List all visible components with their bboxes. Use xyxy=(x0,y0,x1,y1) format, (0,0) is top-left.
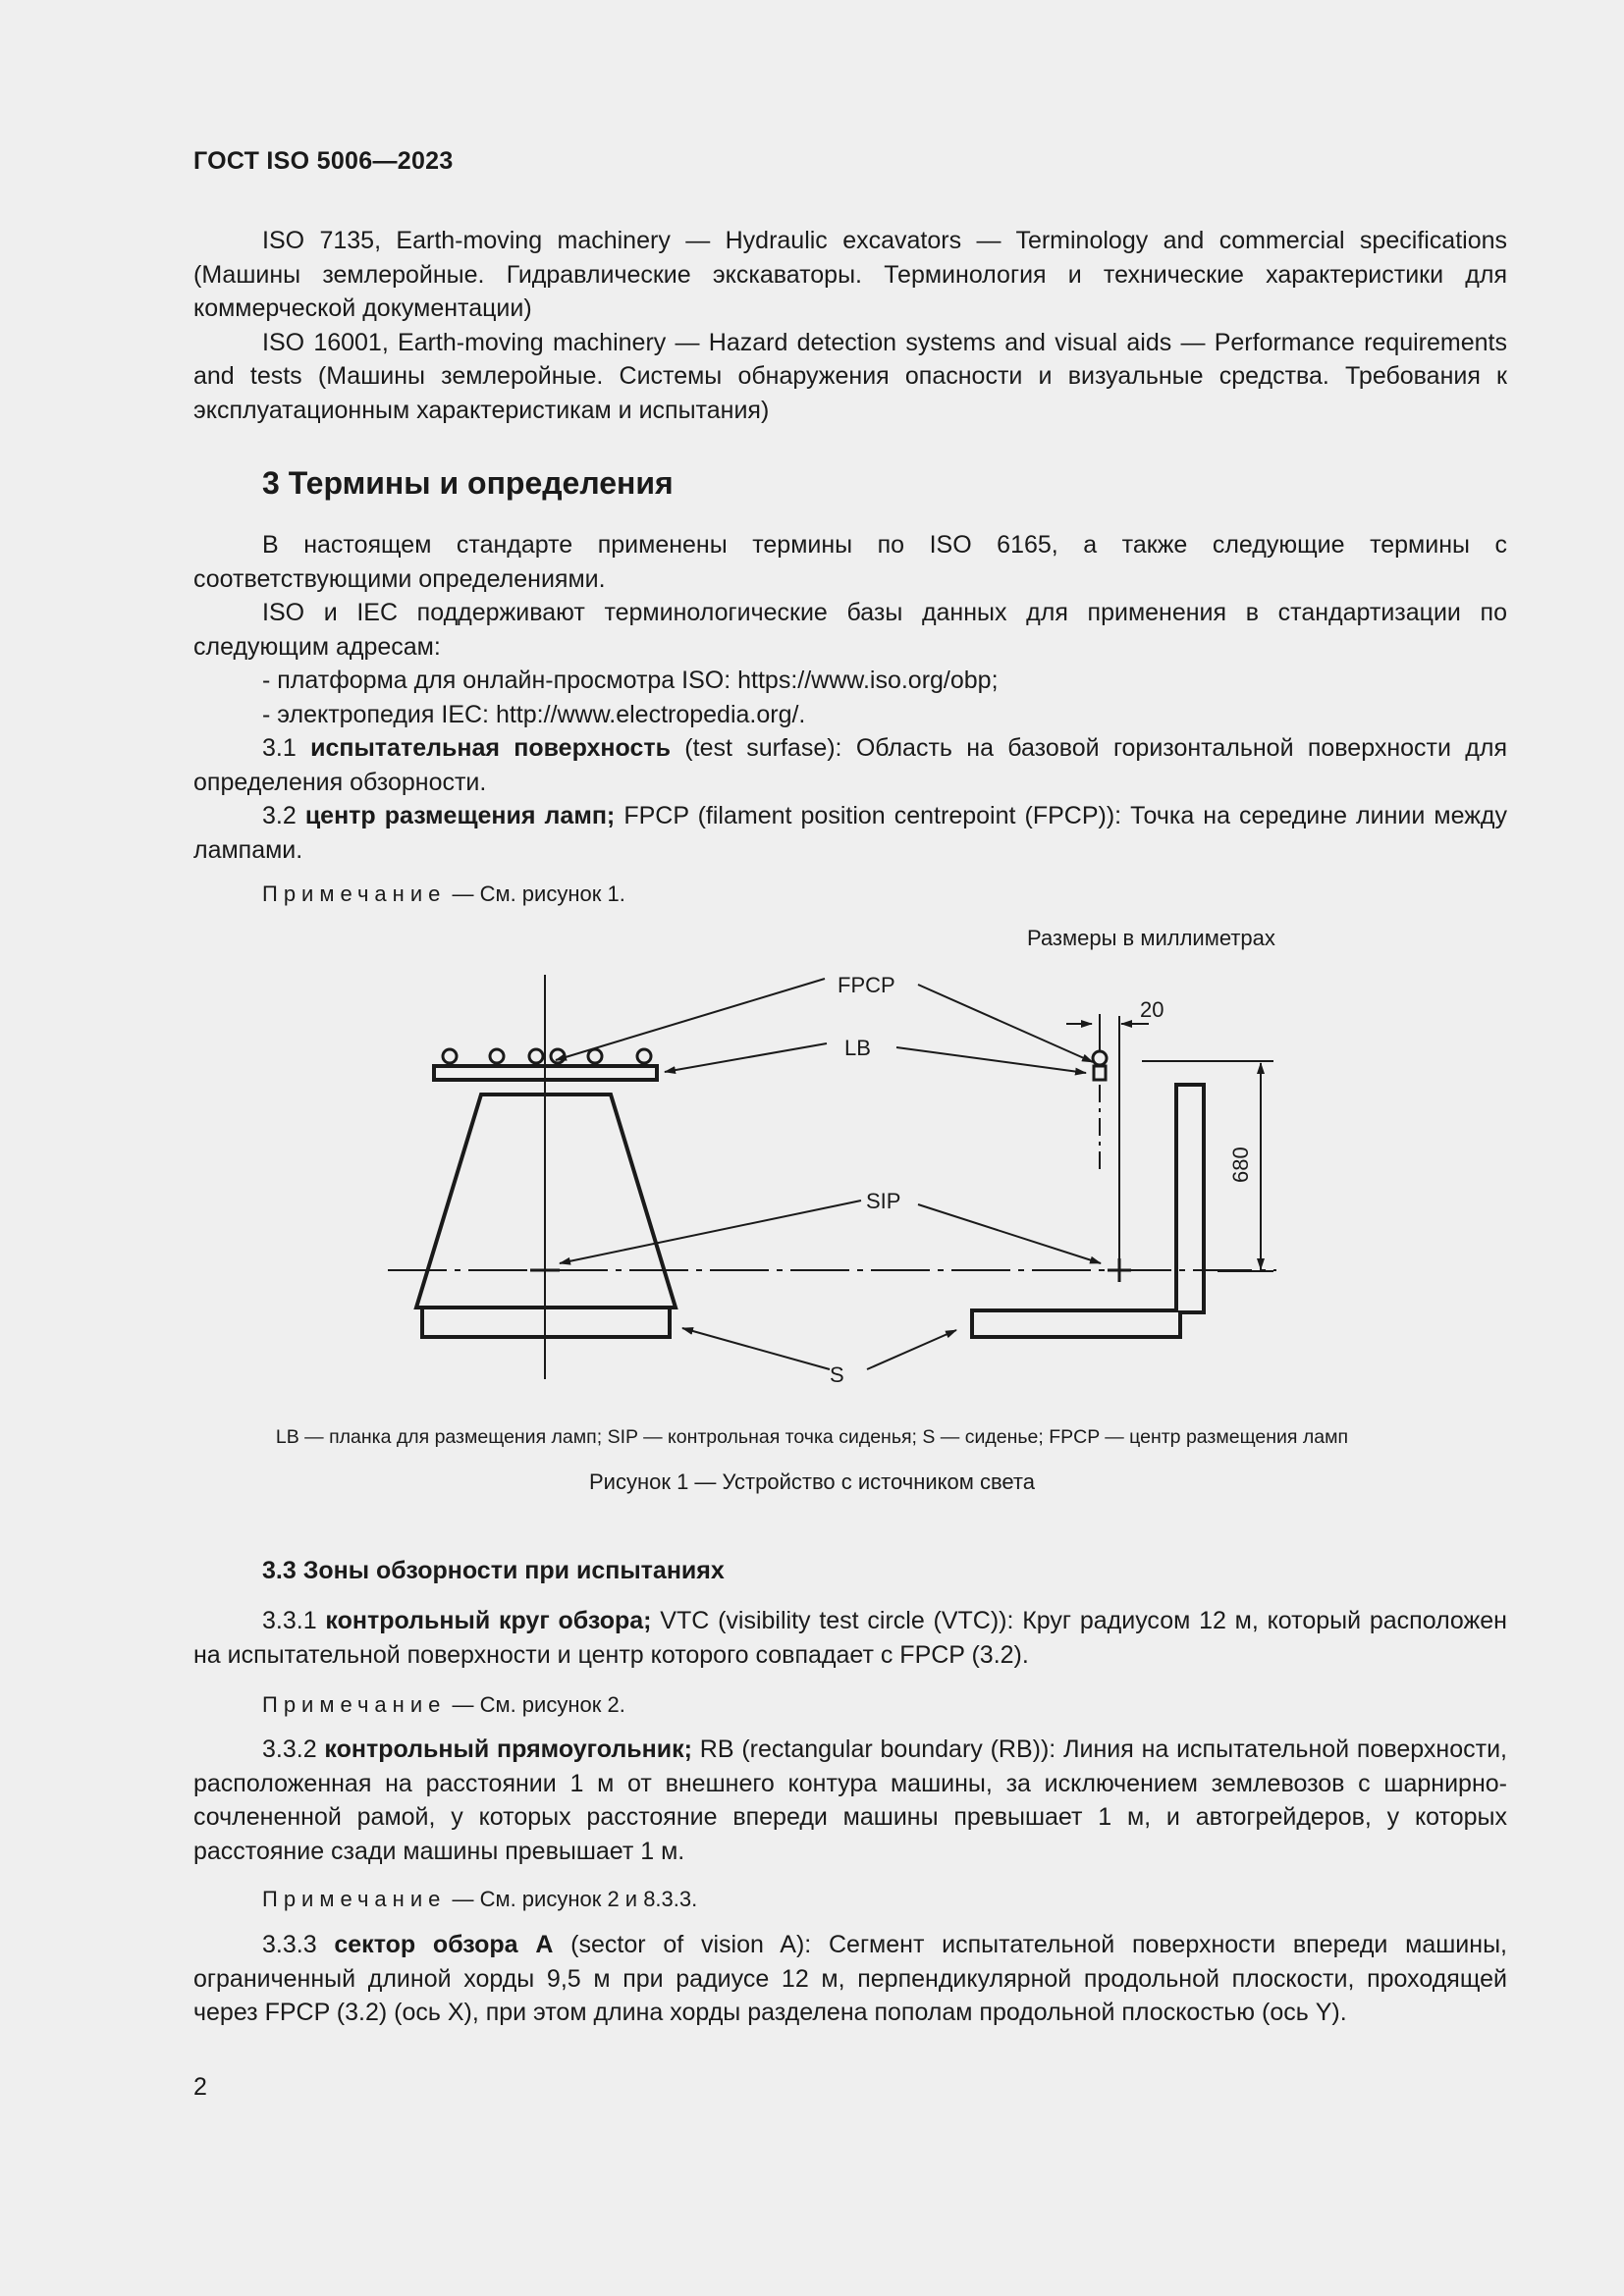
label-sip: SIP xyxy=(866,1189,901,1213)
lb-leader-right xyxy=(896,1047,1086,1073)
bullet-iec-electropedia: - электропедия IEC: http://www.electropedia.org/. xyxy=(262,700,806,728)
section-3-body xyxy=(193,528,1507,867)
term-3-3-1: 3.3.1 контрольный круг обзора; VTC (visibility test circle (VTC)): Круг радиусом 12 м, который расположен на испытательной поверхности и центр которого совпадает с FPCP (3.2). xyxy=(193,1607,1507,1669)
label-s: S xyxy=(830,1362,844,1387)
dimensions-label: Размеры в миллиметрах xyxy=(1027,926,1275,950)
term-3-3-1-name: контрольный круг обзора; xyxy=(325,1607,652,1634)
s-leader-left xyxy=(682,1328,830,1369)
term-3-3-1-block xyxy=(193,1604,1507,1672)
reference-iso16001: ISO 16001, Earth-moving machinery — Hazard detection systems and visual aids — Performance requirements and tests (Машины землеройные. Системы обнаружения опасности и визуальные средства. Требования к эксплуатационным характеристикам и испытания) xyxy=(193,328,1507,424)
dim-20-text: 20 xyxy=(1140,997,1164,1022)
sip-leader-right xyxy=(918,1204,1101,1263)
label-lb: LB xyxy=(844,1036,871,1060)
lamp-1 xyxy=(443,1049,457,1063)
term-3-3-3: 3.3.3 сектор обзора A (sector of vision A): Сегмент испытательной поверхности впереди машины, ограниченный длиной хорды 9,5 м при радиусе 12 м, перпендикулярной продольной плоскости, проходящей через FPCP (3.2) (ось X), при этом длина хорды разделена пополам продольной плоскостью (ось Y). xyxy=(193,1931,1507,2026)
fpcp-leader-left xyxy=(556,979,825,1060)
note-figure-2: Примечание — См. рисунок 2. xyxy=(262,1692,625,1717)
term-3-1-name: испытательная поверхность xyxy=(310,734,671,762)
section-3-3-title: 3.3 Зоны обзорности при испытаниях xyxy=(262,1557,725,1584)
term-3-3-2: 3.3.2 контрольный прямоугольник; RB (rectangular boundary (RB)): Линия на испытательной поверхности, расположенная на расстоянии 1 м от внешнего контура машины, за исключением землевозов с шарнирно-сочлененной рамой, у которых расстояние впереди машины превышает 1 м, и автогрейдеров, у которых расстояние сзади машины превышает 1 м. xyxy=(193,1735,1507,1865)
note-label: Примечание xyxy=(262,881,447,906)
seat-side-view xyxy=(972,1085,1204,1337)
s-leader-right xyxy=(867,1330,956,1369)
side-lamp xyxy=(1093,1051,1107,1065)
bullet-iso-obp: - платформа для онлайн-просмотра ISO: https://www.iso.org/obp; xyxy=(262,667,999,694)
figure-1-caption: Рисунок 1 — Устройство с источником света xyxy=(589,1469,1035,1494)
note-figure-2-and-8-3-3: Примечание — См. рисунок 2 и 8.3.3. xyxy=(262,1887,698,1911)
term-3-2-name: центр размещения ламп; xyxy=(304,802,616,829)
label-fpcp: FPCP xyxy=(838,973,895,997)
term-3-1: 3.1 испытательная поверхность (test surfase): Область на базовой горизонтальной поверхности для определения обзорности. xyxy=(193,734,1507,796)
intro-paragraph-1: В настоящем стандарте применены термины по ISO 6165, а также следующие термины с соответствующими определениями. xyxy=(193,531,1507,593)
lamp-3 xyxy=(529,1049,543,1063)
figure-1-legend: LB — планка для размещения ламп; SIP — контрольная точка сиденья; S — сиденье; FPCP — центр размещения ламп xyxy=(275,1426,1349,1448)
lamp-4 xyxy=(551,1049,565,1063)
figure-1-diagram xyxy=(373,957,1296,1389)
reference-iso7135: ISO 7135, Earth-moving machinery — Hydraulic excavators — Terminology and commercial specifications (Машины землеройные. Гидравлические экскаваторы. Терминология и технические характеристики для коммерческой документации) xyxy=(193,227,1507,322)
term-3-3-2-name: контрольный прямоугольник; xyxy=(324,1735,692,1763)
note-figure-1: Примечание — См. рисунок 1. xyxy=(262,881,625,906)
lb-leader-left xyxy=(665,1043,827,1072)
dim-680-text: 680 xyxy=(1228,1147,1253,1183)
term-3-2: 3.2 центр размещения ламп; FPCP (filament position centrepoint (FPCP)): Точка на середине линии между лампами. xyxy=(193,802,1508,864)
side-lamp-base xyxy=(1094,1066,1106,1080)
lamp-2 xyxy=(490,1049,504,1063)
lamp-5 xyxy=(588,1049,602,1063)
references-block xyxy=(193,224,1507,427)
page-number: 2 xyxy=(193,2073,207,2101)
intro-paragraph-2: ISO и IEC поддерживают терминологические базы данных для применения в стандартизации по следующим адресам: xyxy=(193,599,1507,661)
section-3-title: 3 Термины и определения xyxy=(262,465,674,501)
term-3-3-2-block xyxy=(193,1733,1507,1868)
lamp-6 xyxy=(637,1049,651,1063)
term-3-3-3-block xyxy=(193,1928,1507,2030)
document-header: ГОСТ ISO 5006—2023 xyxy=(193,147,454,175)
sip-leader-left xyxy=(560,1201,861,1263)
term-3-3-3-name: сектор обзора A xyxy=(334,1931,554,1958)
